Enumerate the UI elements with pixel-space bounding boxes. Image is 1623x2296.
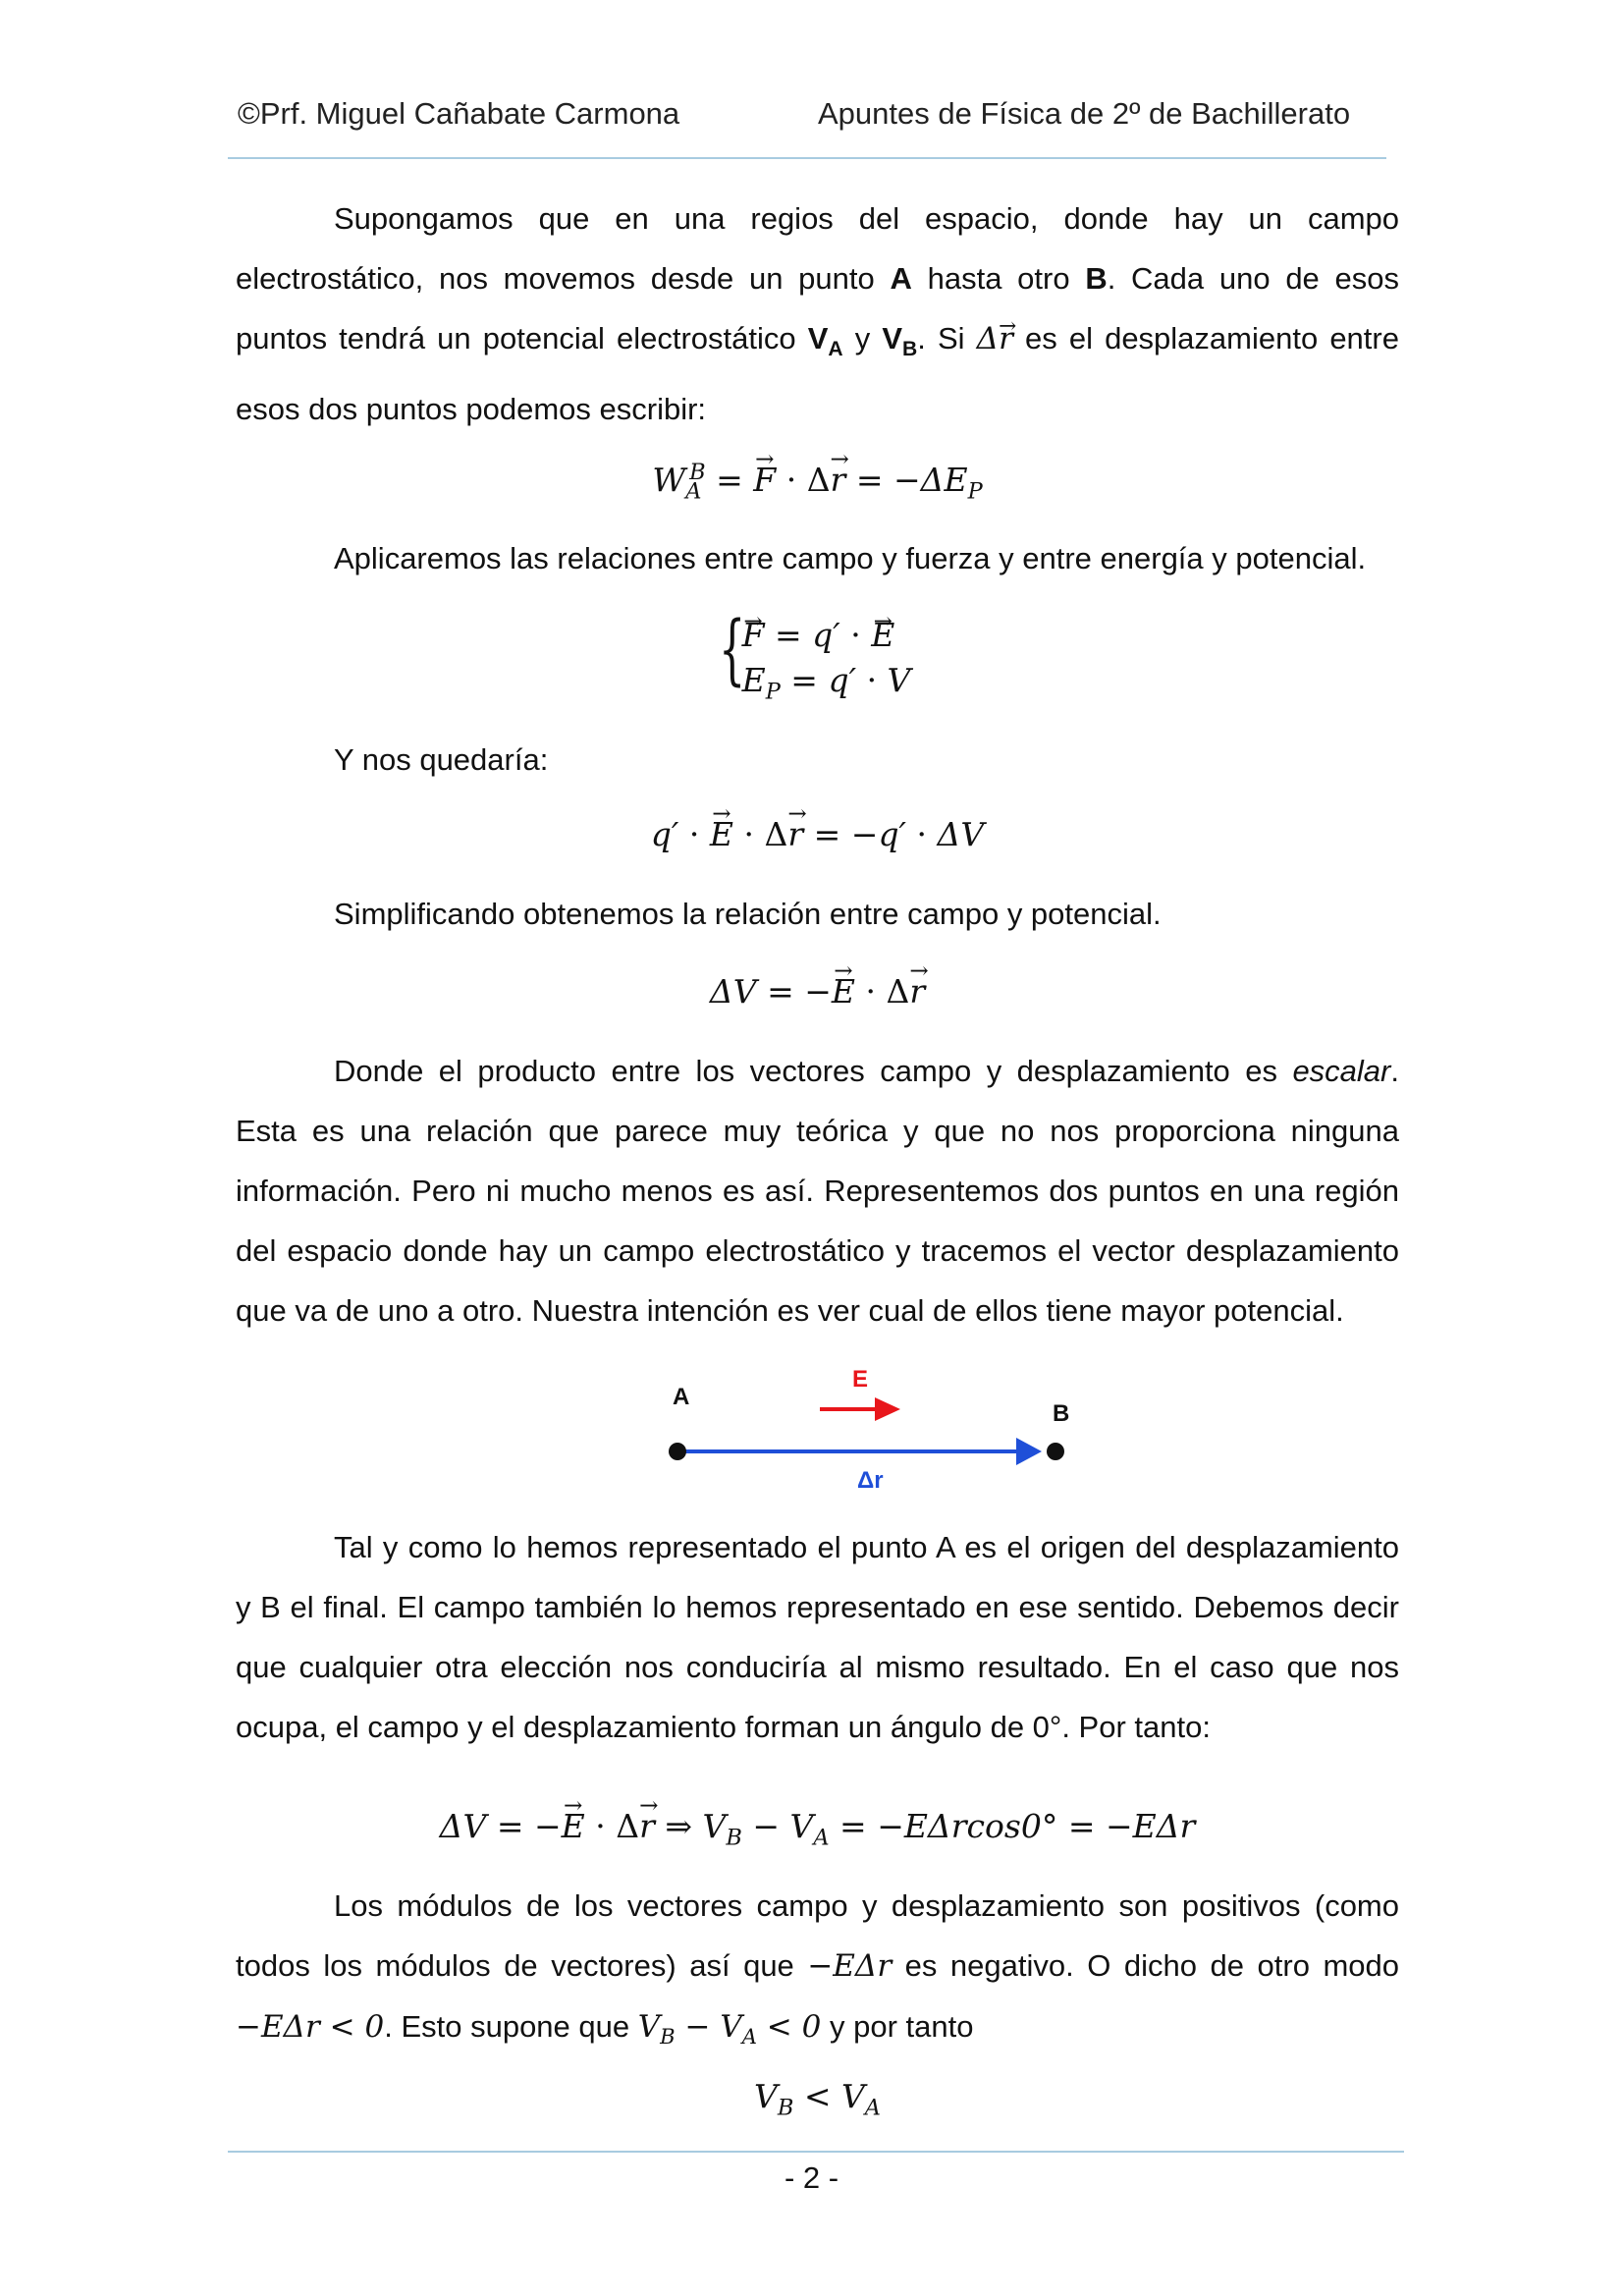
p1-text-k: es el desplazamiento entre esos dos puntos podemos escribir: — [236, 321, 1399, 427]
p7-math-2: −EΔr < 0 — [236, 2009, 385, 2045]
point-b-bold: B — [1085, 261, 1108, 296]
vb-bold: $V_B$ — [882, 321, 918, 361]
delta-r-inline: Δ→ r — [977, 321, 1013, 356]
equation-system — [236, 606, 1399, 715]
va-bold: $V_A$ — [807, 321, 843, 361]
header-rule — [228, 157, 1386, 159]
vector-diagram-svg — [643, 1360, 1085, 1498]
header-author: ©Prf. Miguel Cañabate Carmona — [238, 96, 680, 131]
paragraph-5 — [236, 1041, 1399, 1340]
p7-text-d: y por tanto — [821, 2009, 974, 2044]
p7-math-1: −EΔr — [807, 1948, 893, 1984]
point-a-bold: A — [890, 261, 912, 296]
paragraph-6 — [236, 1517, 1399, 1757]
p3-text: Y nos quedaría: — [334, 742, 549, 777]
field-arrow-head — [875, 1397, 900, 1421]
point-b-dot — [1047, 1443, 1064, 1460]
p1-text-i: . Si — [917, 321, 977, 355]
system-line-2: $E_P = q' \cdot V$ — [741, 661, 911, 705]
p4-text: Simplificando obtenemos la relación entre campo y potencial. — [334, 897, 1162, 931]
eq5-rendered: $V_B < V_A$ — [753, 2077, 882, 2121]
equation-potential-difference — [236, 1807, 1399, 1851]
displacement-arrow-head — [1016, 1438, 1042, 1465]
paragraph-3 — [236, 730, 1399, 790]
paragraph-2 — [236, 528, 1399, 588]
vector-figure — [643, 1360, 1085, 1498]
system-line-1: → F = q′ · → E — [742, 613, 911, 658]
page-number: - 2 - — [784, 2160, 839, 2195]
label-delta-r: Δr — [857, 1467, 884, 1494]
p2-text: Aplicaremos las relaciones entre campo y fuerza y entre energía y potencial. — [334, 541, 1367, 575]
p7-text-b: es negativo. O dicho de otro modo — [892, 1948, 1400, 1983]
p1-text-c: hasta otro — [911, 261, 1086, 296]
footer-rule — [228, 2151, 1404, 2153]
equation-energy — [236, 815, 1399, 853]
p7-text-a: Los módulos de los vectores campo y desplazamiento son positivos (como todos los módulos de vectores) así que — [236, 1888, 1399, 1983]
equation-conclusion — [236, 2077, 1399, 2121]
eq4-rendered: ΔV = −→ E · Δ→ r ⇒ $V_B - V_A = -E\Delta rcos0^\circ = -E\Delta r$ — [440, 1807, 1196, 1845]
equation-work — [236, 460, 1399, 505]
header-title: Apuntes de Física de 2º de Bachillerato — [818, 96, 1351, 131]
paragraph-4 — [236, 884, 1399, 944]
equation-field-potential — [236, 972, 1399, 1011]
p1-text-e: . Cada uno de esos puntos tendrá un potencial electrostático — [236, 261, 1400, 355]
paragraph-7 — [236, 1876, 1399, 2066]
escalar-italic: escalar — [1292, 1054, 1391, 1088]
p5-text-a: Donde el producto entre los vectores campo y desplazamiento es — [334, 1054, 1293, 1088]
p7-text-c: . Esto supone que — [384, 2009, 638, 2044]
label-e: E — [852, 1366, 869, 1393]
eq2-rendered: q′ · → E · Δ→ r = −q′ · ΔV — [651, 815, 984, 853]
left-brace: { — [718, 606, 745, 694]
point-a-dot — [669, 1443, 686, 1460]
label-a: A — [673, 1384, 690, 1410]
p7-math-3: $V_B - V_A < 0$ — [637, 2009, 822, 2050]
p1-text-g: y — [842, 321, 883, 355]
label-b: B — [1053, 1400, 1070, 1427]
p6-text: Tal y como lo hemos representado el punto A es el origen del desplazamiento y B el final. El campo también lo hemos representado en ese sentido. Debemos decir que cualquier otra elección nos conduciría al mismo resultado. En el caso que nos ocupa, el campo y el desplazamiento forman un ángulo de 0°. Por tanto: — [236, 1530, 1399, 1744]
paragraph-1 — [236, 189, 1399, 439]
eq1-rendered: $W_A^B$ = → $F \cdot \Delta\to r = -\Delta E_P$ — [652, 461, 982, 499]
eq3-rendered: ΔV = −→ E · Δ→ r — [710, 972, 925, 1011]
p1-text-a: Supongamos que en una regios del espacio, donde hay un campo electrostático, nos movemos desde un punto — [236, 201, 1399, 296]
p5-text-c: . Esta es una relación que parece muy teórica y que no nos proporciona ninguna información. Pero ni mucho menos es así. Representemos dos puntos en una región del espacio donde hay un campo electrostático y tracemos el vector desplazamiento que va de uno a otro. Nuestra intención es ver cual de ellos tiene mayor potencial. — [236, 1054, 1399, 1328]
